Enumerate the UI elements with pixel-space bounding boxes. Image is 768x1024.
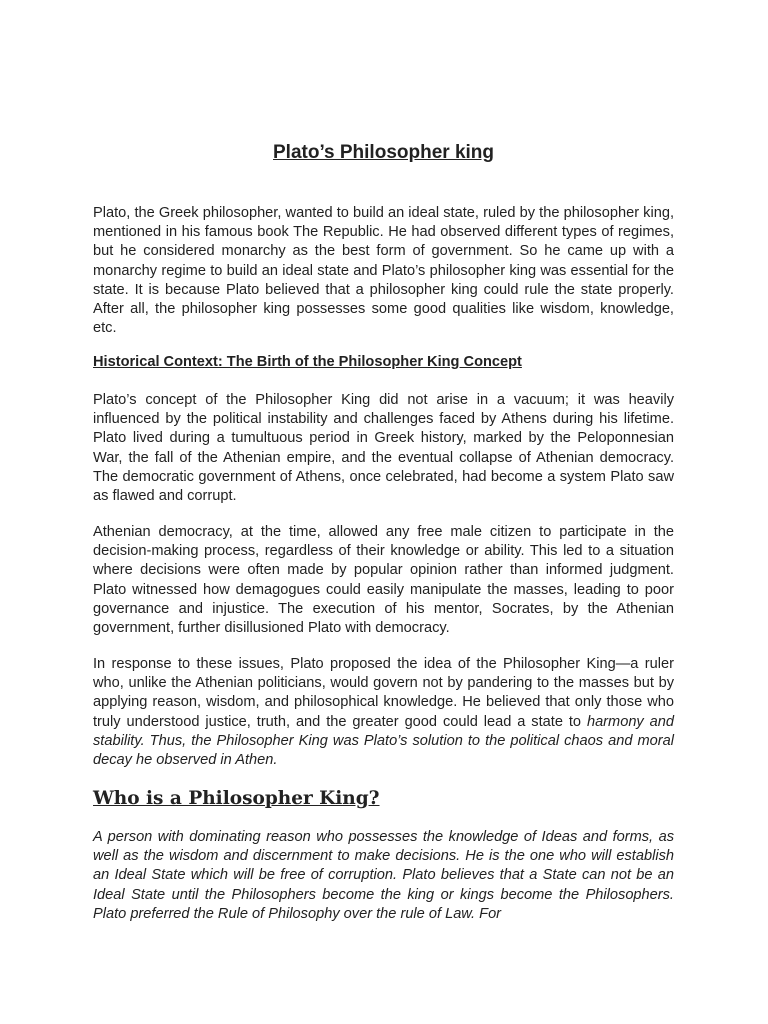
document-title: Plato’s Philosopher king: [273, 142, 494, 163]
historical-paragraph-3-italic: harmony and stability. Thus, the Philosopher King was Plato’s solution to the political chaos and moral decay he observed in Athen.: [93, 713, 674, 769]
historical-paragraph-3: [93, 655, 674, 770]
historical-context-heading: Historical Context: The Birth of the Philosopher King Concept: [93, 354, 522, 370]
historical-paragraph-3-regular: In response to these issues, Plato proposed the idea of the Philosopher King—a ruler who, unlike the Athenian politicians, would govern not by pandering to the masses but by applying reason, wisdom, and philosophical knowledge. He believed that only those who truly understood justice, truth, and the greater good could lead a state to: [93, 656, 674, 730]
who-is-philosopher-king-heading: Who is a Philosopher King?: [93, 788, 380, 809]
intro-paragraph: Plato, the Greek philosopher, wanted to build an ideal state, ruled by the philosopher king, mentioned in his famous book The Republic. He had observed different types of regimes, but he considered monarchy as the best form of government. So he came up with a monarchy regime to build an ideal state and Plato’s philosopher king was essential for the state. It is because Plato believed that a philosopher king could rule the state properly. After all, the philosopher king possesses some good qualities like wisdom, knowledge, etc.: [93, 205, 674, 337]
historical-paragraph-1: Plato’s concept of the Philosopher King did not arise in a vacuum; it was heavily influenced by the political instability and challenges faced by Athens during his lifetime. Plato lived during a tumultuous period in Greek history, marked by the Peloponnesian War, the fall of the Athenian empire, and the eventual collapse of Athenian democracy. The democratic government of Athens, once celebrated, had become a system Plato saw as flawed and corrupt.: [93, 392, 674, 505]
who-paragraph-1: A person with dominating reason who possesses the knowledge of Ideas and forms, as well as the wisdom and discernment to make decisions. He is the one who will establish an Ideal State which will be free of corruption. Plato believes that a State can not be an Ideal State until the Philosophers become the king or kings become the Philosophers. Plato preferred the Rule of Philosophy over the rule of Law. For: [93, 829, 674, 922]
historical-paragraph-2: Athenian democracy, at the time, allowed any free male citizen to participate in the decision-making process, regardless of their knowledge or ability. This led to a situation where decisions were often made by popular opinion rather than informed judgment. Plato witnessed how demagogues could easily manipulate the masses, leading to poor governance and injustice. The execution of his mentor, Socrates, by the Athenian government, further disillusioned Plato with democracy.: [93, 524, 674, 637]
